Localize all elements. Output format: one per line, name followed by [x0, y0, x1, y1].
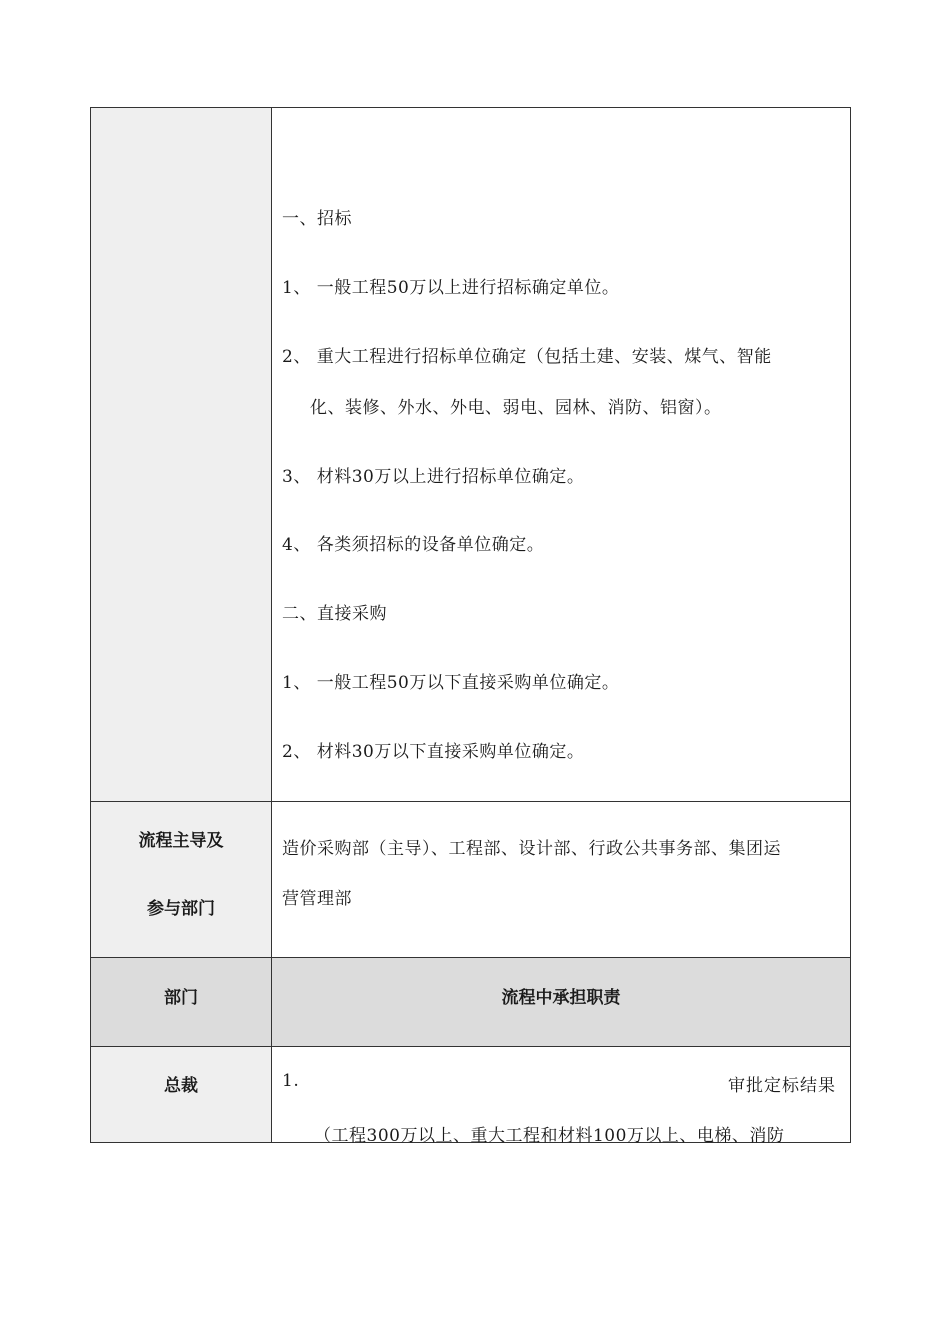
departments-row	[91, 802, 851, 958]
departments-text: 营管理部	[282, 889, 352, 909]
scope-label-cell	[91, 108, 272, 801]
section-one-heading: 一、招标	[282, 209, 352, 229]
section-two-item: 2、 材料30万以下直接采购单位确定。	[282, 742, 585, 762]
president-duties-cell	[272, 1047, 851, 1146]
section-two-heading: 二、直接采购	[282, 604, 387, 624]
president-label: 总裁	[164, 1076, 198, 1096]
scope-row	[91, 108, 851, 802]
president-label-cell	[91, 1047, 272, 1142]
header-duties-cell	[272, 958, 851, 1046]
section-one-item: 2、 重大工程进行招标单位确定（包括土建、安装、煤气、智能	[282, 347, 772, 367]
process-table	[90, 107, 851, 1146]
president-row	[91, 1047, 851, 1146]
section-one-item-continued: 化、装修、外水、外电、弱电、园林、消防、铝窗）。	[310, 398, 722, 418]
table-header-row	[91, 958, 851, 1047]
departments-label-cell	[91, 802, 272, 957]
scope-content-cell	[272, 108, 851, 801]
duty-text: 审批定标结果	[728, 1076, 836, 1096]
section-one-item: 1、 一般工程50万以上进行招标确定单位。	[282, 278, 620, 298]
section-one-item: 3、 材料30万以上进行招标单位确定。	[282, 467, 585, 487]
header-duties: 流程中承担职责	[501, 988, 621, 1008]
section-two-item: 1、 一般工程50万以下直接采购单位确定。	[282, 673, 620, 693]
duty-text-continued: （工程300万以上、重大工程和材料100万以上、电梯、消防	[314, 1126, 785, 1146]
departments-text: 造价采购部（主导）、工程部、设计部、行政公共事务部、集团运	[282, 839, 781, 859]
section-one-item: 4、 各类须招标的设备单位确定。	[282, 535, 545, 555]
departments-label: 流程主导及	[138, 831, 224, 851]
duty-number: 1.	[282, 1071, 300, 1091]
departments-label: 参与部门	[147, 899, 215, 919]
header-department: 部门	[164, 988, 198, 1008]
departments-text-cell	[272, 802, 851, 957]
header-department-cell	[91, 958, 272, 1046]
